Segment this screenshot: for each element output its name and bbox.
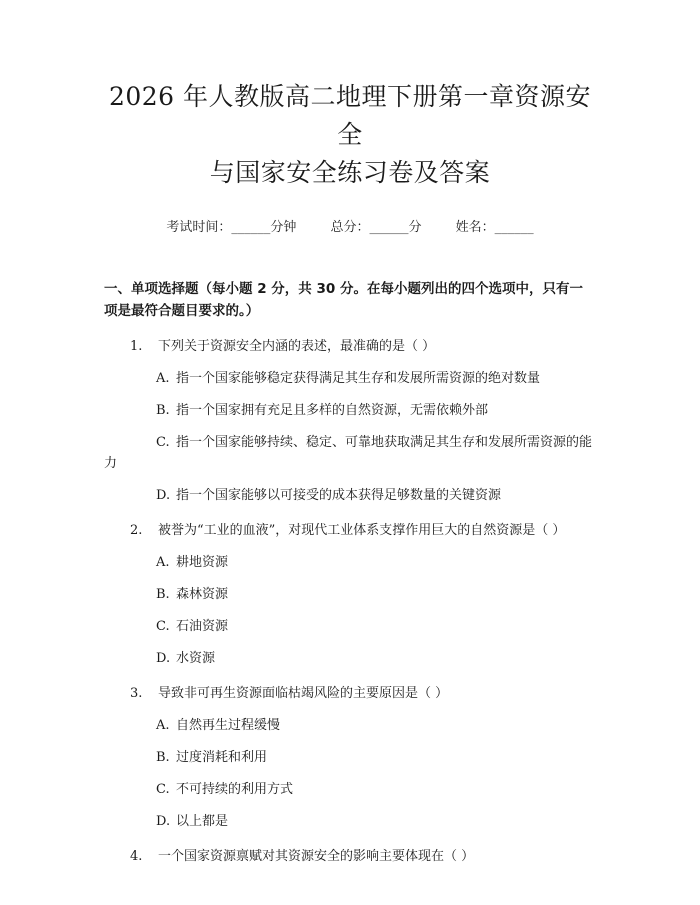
question-1 <box>104 336 596 357</box>
question-text: 导致非可再生资源面临枯竭风险的主要原因是（ ） <box>158 686 449 701</box>
option <box>104 584 596 605</box>
total-score: 总分：______分 <box>330 220 422 235</box>
option-text: 耕地资源 <box>176 555 229 570</box>
title-line-2: 与国家安全练习卷及答案 <box>209 158 491 187</box>
document-title <box>104 78 596 192</box>
question-number: 1. <box>130 339 143 354</box>
question-4 <box>104 846 596 867</box>
option-label: A. <box>156 371 170 386</box>
option <box>104 485 596 506</box>
student-name: 姓名：______ <box>455 220 534 235</box>
section-heading: 一、单项选择题（每小题 2 分，共 30 分。在每小题列出的四个选项中，只有一项是最符合题目要求的。） <box>104 281 583 319</box>
exam-meta <box>104 216 596 235</box>
option <box>104 779 596 800</box>
option-text: 指一个国家能够持续、稳定、可靠地获取满足其生存和发展所需资源的能力 <box>104 435 593 471</box>
title-line-1: 2026 年人教版高二地理下册第一章资源安全 <box>108 82 592 149</box>
option-text: 不可持续的利用方式 <box>176 782 294 797</box>
option-label: A. <box>156 555 170 570</box>
option <box>104 747 596 768</box>
option-text: 指一个国家能够稳定获得满足其生存和发展所需资源的绝对数量 <box>176 371 541 386</box>
option-text: 石油资源 <box>176 619 229 634</box>
option <box>104 400 596 421</box>
option-label: C. <box>156 782 170 797</box>
question-text: 下列关于资源安全内涵的表述，最准确的是（ ） <box>158 339 436 354</box>
option <box>104 648 596 669</box>
option-label: D. <box>156 488 171 503</box>
option-text: 水资源 <box>176 651 216 666</box>
option-label: C. <box>156 619 170 634</box>
option <box>104 552 596 573</box>
option-text: 指一个国家拥有充足且多样的自然资源，无需依赖外部 <box>176 403 489 418</box>
option-label: B. <box>156 403 170 418</box>
option-label: C. <box>156 435 170 450</box>
question-number: 4. <box>130 849 143 864</box>
option <box>104 368 596 389</box>
option-label: A. <box>156 718 170 733</box>
question-2 <box>104 520 596 541</box>
option-label: B. <box>156 587 170 602</box>
option <box>104 811 596 832</box>
option <box>104 432 596 474</box>
question-number: 3. <box>130 686 143 701</box>
option-label: D. <box>156 814 171 829</box>
option <box>104 616 596 637</box>
question-number: 2. <box>130 523 143 538</box>
option-text: 自然再生过程缓慢 <box>176 718 281 733</box>
option-text: 指一个国家能够以可接受的成本获得足够数量的关键资源 <box>176 488 502 503</box>
option-text: 过度消耗和利用 <box>176 750 268 765</box>
option-label: B. <box>156 750 170 765</box>
question-text: 一个国家资源禀赋对其资源安全的影响主要体现在（ ） <box>158 849 475 864</box>
option <box>104 715 596 736</box>
option-label: D. <box>156 651 171 666</box>
option-text: 以上都是 <box>176 814 229 829</box>
question-3 <box>104 683 596 704</box>
exam-time: 考试时间：______分钟 <box>166 220 297 235</box>
question-text: 被誉为“工业的血液”，对现代工业体系支撑作用巨大的自然资源是（ ） <box>158 523 566 538</box>
option-text: 森林资源 <box>176 587 229 602</box>
